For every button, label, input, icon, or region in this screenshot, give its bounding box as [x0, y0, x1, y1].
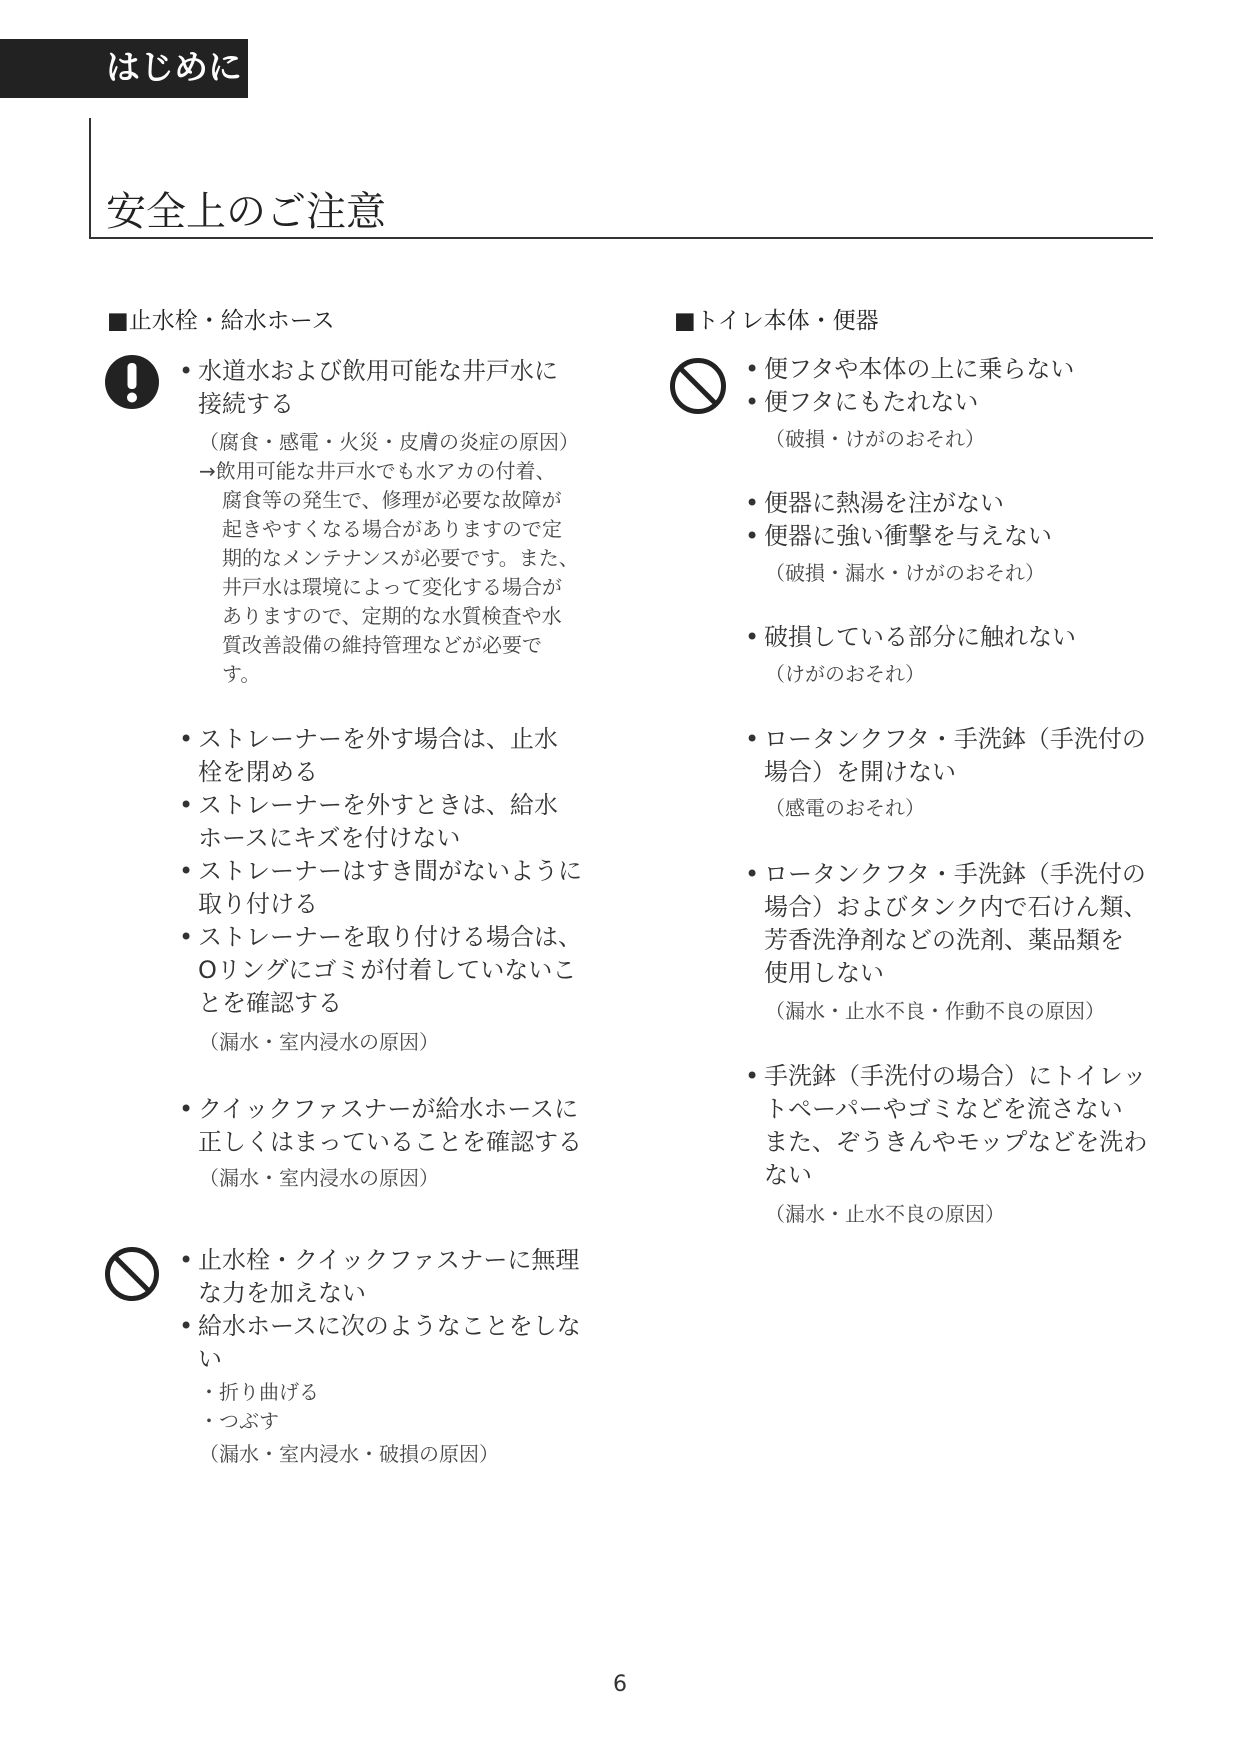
- sub-item: ・つぶす: [199, 1409, 279, 1433]
- bullet-line-cont: 使用しない: [764, 959, 884, 987]
- bullet-line-cont: とを確認する: [198, 989, 342, 1017]
- bullet-line-cont: な力を加えない: [198, 1279, 366, 1307]
- note-text: （漏水・室内浸水・破損の原因）: [199, 1442, 499, 1466]
- chapter-tab: はじめに: [0, 39, 248, 98]
- bullet-line-cont: トペーパーやゴミなどを流さない: [764, 1095, 1123, 1123]
- bullet-line-cont: Oリングにゴミが付着していないこ: [198, 956, 577, 984]
- note-text: 腐食等の発生で、修理が必要な故障が: [222, 488, 562, 512]
- section-heading-toilet-body: ■トイレ本体・便器: [674, 308, 879, 334]
- note-text: 質改善設備の維持管理などが必要で: [222, 633, 542, 657]
- bullet-line-cont: 取り付ける: [198, 890, 318, 918]
- bullet-line-cont: い: [198, 1345, 222, 1373]
- note-text: （感電のおそれ）: [765, 796, 925, 820]
- bullet-line: • 便フタにもたれない: [764, 386, 978, 419]
- bullet-line-cont: 接続する: [198, 390, 294, 418]
- bullet-line-cont: 場合）を開けない: [764, 758, 956, 786]
- bullet-line: • クイックファスナーが給水ホースに: [198, 1093, 578, 1126]
- note-text: （けがのおそれ）: [765, 662, 925, 686]
- note-text: （漏水・止水不良の原因）: [765, 1202, 1005, 1226]
- bullet-line-cont: また、ぞうきんやモップなどを洗わ: [764, 1128, 1148, 1156]
- bullet-line: • 手洗鉢（手洗付の場合）にトイレッ: [764, 1060, 1147, 1093]
- bullet-line: • 便器に強い衝撃を与えない: [764, 520, 1052, 553]
- bullet-line: • ストレーナーを外す場合は、止水: [198, 723, 558, 756]
- title-frame: [89, 118, 1153, 239]
- note-text: （破損・漏水・けがのおそれ）: [765, 561, 1045, 585]
- bullet-line: • 水道水および飲用可能な井戸水に: [198, 355, 558, 388]
- section-heading-water-supply: ■止水栓・給水ホース: [107, 308, 335, 334]
- bullet-line-cont: 芳香洗浄剤などの洗剤、薬品類を: [764, 926, 1124, 954]
- bullet-line: • ストレーナーを取り付ける場合は、: [198, 921, 582, 954]
- note-text: （漏水・室内浸水の原因）: [199, 1030, 439, 1054]
- bullet-line: • 便フタや本体の上に乗らない: [764, 353, 1074, 386]
- note-text: 起きやすくなる場合がありますので定: [222, 517, 562, 541]
- bullet-line: • 給水ホースに次のようなことをしな: [198, 1310, 581, 1343]
- mandatory-action-icon: [104, 354, 160, 410]
- bullet-line: • 破損している部分に触れない: [764, 621, 1076, 654]
- bullet-line: • ロータンクフタ・手洗鉢（手洗付の: [764, 723, 1146, 756]
- note-text: ありますので、定期的な水質検査や水: [222, 604, 562, 628]
- bullet-line: • ロータンクフタ・手洗鉢（手洗付の: [764, 858, 1146, 891]
- bullet-line: • 止水栓・クイックファスナーに無理: [198, 1244, 579, 1277]
- prohibition-icon: [669, 357, 727, 415]
- note-text: →飲用可能な井戸水でも水アカの付着、: [199, 459, 556, 483]
- note-text: 井戸水は環境によって変化する場合が: [222, 575, 562, 599]
- note-text: （破損・けがのおそれ）: [765, 427, 985, 451]
- note-text: （漏水・室内浸水の原因）: [199, 1166, 439, 1190]
- note-text: （腐食・感電・火災・皮膚の炎症の原因）: [199, 430, 579, 454]
- bullet-line: • ストレーナーはすき間がないように: [198, 855, 582, 888]
- note-text: 期的なメンテナンスが必要です。また、: [222, 546, 579, 570]
- bullet-line: • 便器に熱湯を注がない: [764, 487, 1004, 520]
- prohibition-icon: [104, 1246, 160, 1302]
- page-title: 安全上のご注意: [106, 189, 386, 235]
- bullet-line-cont: ない: [764, 1161, 812, 1189]
- note-text: （漏水・止水不良・作動不良の原因）: [765, 999, 1105, 1023]
- bullet-line-cont: 場合）およびタンク内で石けん類、: [764, 893, 1148, 921]
- sub-item: ・折り曲げる: [199, 1380, 319, 1404]
- bullet-line-cont: 栓を閉める: [198, 758, 318, 786]
- note-text: す。: [222, 662, 261, 686]
- page-number: 6: [613, 1672, 627, 1697]
- bullet-line-cont: 正しくはまっていることを確認する: [198, 1128, 582, 1156]
- bullet-line: • ストレーナーを外すときは、給水: [198, 789, 558, 822]
- bullet-line-cont: ホースにキズを付けない: [198, 824, 461, 852]
